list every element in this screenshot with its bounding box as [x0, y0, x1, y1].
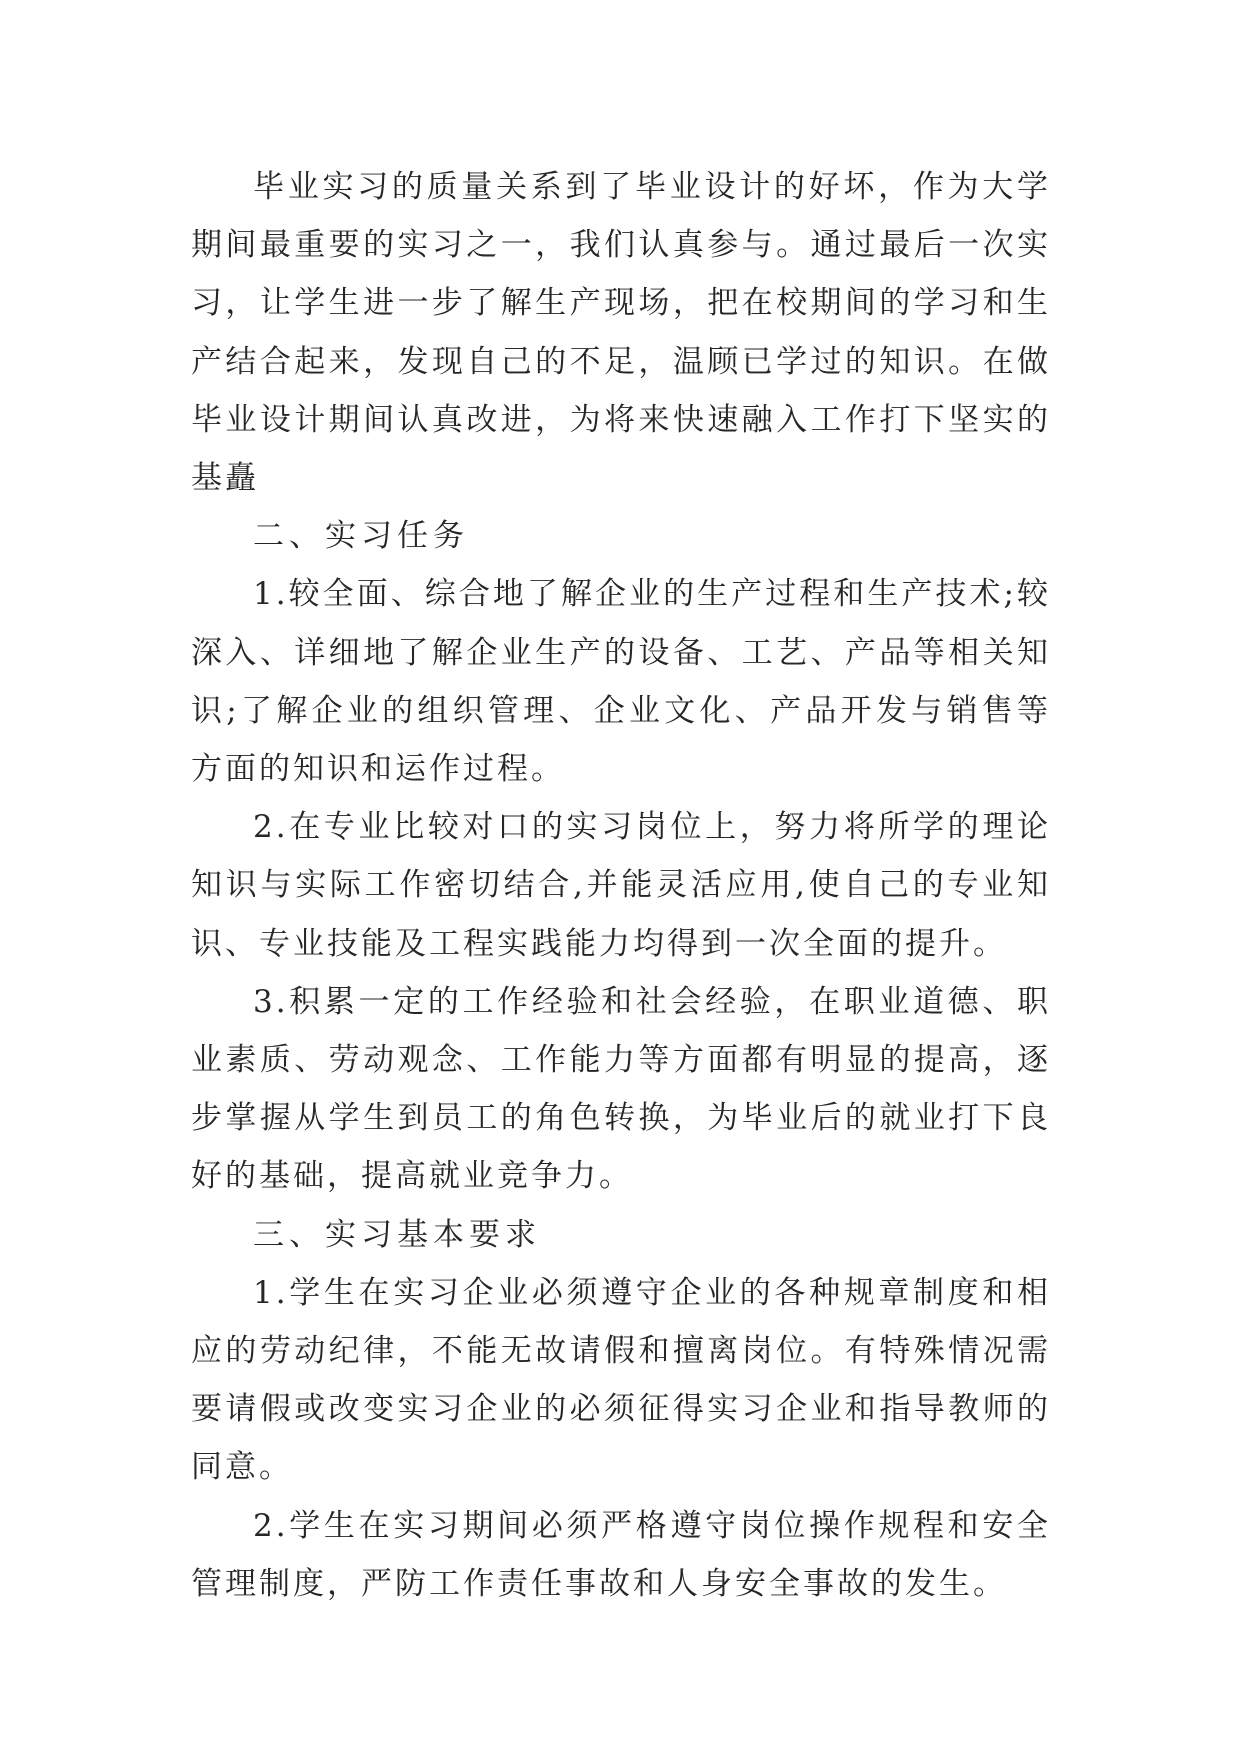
task-item-3: 3.积累一定的工作经验和社会经验，在职业道德、职业素质、劳动观念、工作能力等方面都有明显的提高，逐步掌握从学生到员工的角色转换，为毕业后的就业打下良好的基础，提高就业竞争力。 [191, 983, 1051, 1195]
document-body [191, 158, 1051, 1613]
section-heading-internship-tasks: 二、实习任务 [253, 518, 469, 555]
task-item-1: 1.较全面、综合地了解企业的生产过程和生产技术;较深入、详细地了解企业生产的设备、工艺、产品等相关知识;了解企业的组织管理、企业文化、产品开发与销售等方面的知识和运作过程。 [191, 576, 1051, 788]
intro-paragraph: 毕业实习的质量关系到了毕业设计的好坏，作为大学期间最重要的实习之一，我们认真参与。通过最后一次实习，让学生进一步了解生产现场，把在校期间的学习和生产结合起来，发现自己的不足，温顾已学过的知识。在做毕业设计期间认真改进，为将来快速融入工作打下坚实的基矗 [191, 169, 1051, 497]
requirement-item-2: 2.学生在实习期间必须严格遵守岗位操作规程和安全管理制度，严防工作责任事故和人身安全事故的发生。 [191, 1507, 1051, 1602]
task-item-2: 2.在专业比较对口的实习岗位上，努力将所学的理论知识与实际工作密切结合,并能灵活应用,使自己的专业知识、专业技能及工程实践能力均得到一次全面的提升。 [191, 809, 1051, 962]
section-heading-basic-requirements: 三、实习基本要求 [253, 1216, 541, 1253]
requirement-item-1: 1.学生在实习企业必须遵守企业的各种规章制度和相应的劳动纪律，不能无故请假和擅离岗位。有特殊情况需要请假或改变实习企业的必须征得实习企业和指导教师的同意。 [191, 1274, 1051, 1486]
